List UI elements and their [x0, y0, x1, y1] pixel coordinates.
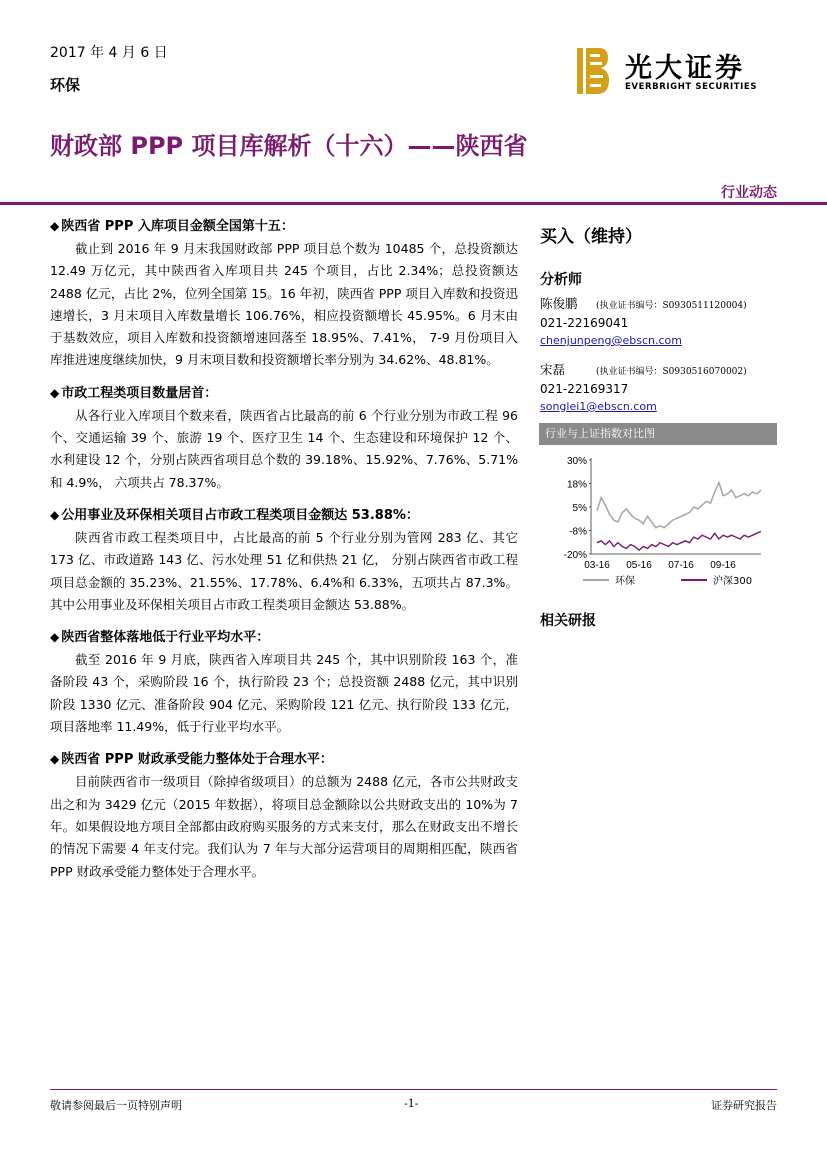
y-tick-label: 5% [572, 503, 587, 514]
diamond-bullet-icon: ◆ [50, 630, 60, 645]
x-tick-label: 05-16 [626, 560, 652, 571]
logo-chinese-name: 光大证券 [625, 53, 745, 84]
page-title: 财政部 PPP 项目库解析（十六）——陕西省 [50, 132, 528, 160]
section-paragraph: 目前陕西省市一级项目（除掉省级项目）的总额为 2488 亿元，各市公共财政支出之和为 3429 亿元（2015 年数据），将项目总金额除以公共财政支出的 10%为 7 年。如果假设地方项目全部都由政府购买服务的方式来支付，那么在财政支出不增长的情况下需要 4 年支付完。我们认为 7 年与大部分运营项目的周期相匹配，陕西省 PPP 财政承受能力整体处于合理水平。 [50, 774, 518, 879]
logo-english-name: EVERBRIGHT SECURITIES [625, 82, 758, 92]
analyst-card [540, 295, 780, 349]
analyst-email-link[interactable]: songlei1@ebscn.com [540, 400, 657, 413]
section-paragraph: 从各行业入库项目个数来看，陕西省占比最高的前 6 个行业分别为市政工程 96 个、交通运输 39 个、旅游 19 个、医疗卫生 14 个、生态建设和环境保护 12 个、水利建设 12 个，分别占陕西省项目总个数的 39.18%、15.92%、7.76%、5.71%和 4.9%， 六项共占 78.37%。 [50, 407, 518, 490]
section-heading: ◆ 市政工程类项目数量居首： [50, 385, 218, 401]
x-tick-label: 07-16 [668, 560, 694, 571]
y-tick-label: -20% [563, 550, 587, 561]
series-line-huanbao [597, 483, 761, 528]
x-tick-label: 09-16 [710, 560, 736, 571]
diamond-bullet-icon: ◆ [50, 219, 60, 233]
x-tick-label: 03-16 [584, 560, 610, 571]
section-paragraph: 截至 2016 年 9 月底，陕西省入库项目共 245 个，其中识别阶段 163 个，准备阶段 43 个，采购阶段 16 个，执行阶段 23 个；总投资额 2488 亿元，其中识别阶段 1330 亿元、准备阶段 904 亿元、采购阶段 121 亿元、执行阶段 133 亿元，项目落地率 11.49%，低于行业平均水平。 [50, 652, 518, 735]
report-date: 2017 年 4 月 6 日 [50, 45, 168, 61]
chart-title: 行业与上证指数对比图 [539, 423, 777, 445]
analyst-phone: 021-22169317 [540, 382, 629, 396]
analyst-license: (执业证书编号：S0930511120004) [596, 301, 747, 311]
sidebar [540, 222, 780, 415]
everbright-logo [577, 48, 777, 96]
footer-report-kind: 证券研究报告 [711, 1099, 777, 1112]
y-tick-label: 30% [566, 456, 587, 467]
analyst-name: 宋磊 [540, 362, 566, 377]
rating: 买入（维持） [540, 227, 642, 247]
section-heading: ◆ 陕西省整体落地低于行业平均水平： [50, 630, 270, 646]
diamond-bullet-icon: ◆ [50, 507, 60, 522]
analyst-license: (执业证书编号：S0930516070002) [596, 367, 747, 377]
sector-label: 环保 [50, 76, 81, 94]
section-heading: ◆ 陕西省 PPP 财政承受能力整体处于合理水平： [50, 752, 333, 768]
analyst-card [540, 361, 780, 415]
analyst-phone: 021-22169041 [540, 316, 629, 330]
everbright-logo-icon [577, 48, 609, 94]
footer-divider [50, 1089, 777, 1090]
analyst-heading: 分析师 [540, 272, 582, 288]
analyst-name: 陈俊鹏 [540, 296, 578, 311]
section-heading: ◆ 公用事业及环保相关项目占市政工程类项目金额达 53.88%： [50, 507, 419, 523]
legend-label: 环保 [615, 576, 635, 587]
header-divider [0, 202, 827, 205]
section-heading: ◆ 陕西省 PPP 入库项目金额全国第十五： [50, 219, 294, 234]
section-paragraph: 陕西省市政工程类项目中，占比最高的前 5 个行业分别为管网 283 亿、其它 173 亿、市政道路 143 亿、污水处理 51 亿和供热 21 亿， 分别占陕西省市政工程项目总金额的 35.23%、21.55%、17.78%、6.4%和 6.33%，五项共占 87.3%。其中公用事业及环保相关项目占市政工程类项目金额达 53.88%。 [50, 529, 518, 612]
y-tick-label: -8% [569, 526, 587, 538]
series-line-hs300 [597, 531, 761, 550]
comparison-chart [539, 448, 779, 598]
footer-disclaimer: 敬请参阅最后一页特别声明 [50, 1099, 182, 1112]
legend-label: 沪深300 [713, 576, 753, 587]
related-reports-heading: 相关研报 [540, 613, 596, 629]
analyst-email-link[interactable]: chenjunpeng@ebscn.com [540, 334, 682, 347]
report-type: 行业动态 [721, 185, 777, 201]
section-paragraph: 截止到 2016 年 9 月末我国财政部 PPP 项目总个数为 10485 个，总投资额达 12.49 万亿元，其中陕西省入库项目共 245 个项目，占比 2.34%；总投资额达 2488 亿元，占比 2%，位列全国第 15。16 年初，陕西省 PPP 项目入库数和投资迅速增长，3 月末项目入库数量增长 106.76%，相应投资额增长 45.95%。6 月末由于基数效应，项目入库数和投资额增速回落至 18.95%、7.41%， 7-9 月份项目入库推进速度继续加快，9 月末项目数和投资额增长率分别为 34.62%、48.81%。 [50, 241, 518, 368]
diamond-bullet-icon: ◆ [50, 752, 60, 767]
diamond-bullet-icon: ◆ [50, 385, 60, 400]
y-tick-label: 18% [566, 479, 587, 491]
main-content [50, 215, 518, 883]
page-number: -1- [404, 1097, 419, 1110]
